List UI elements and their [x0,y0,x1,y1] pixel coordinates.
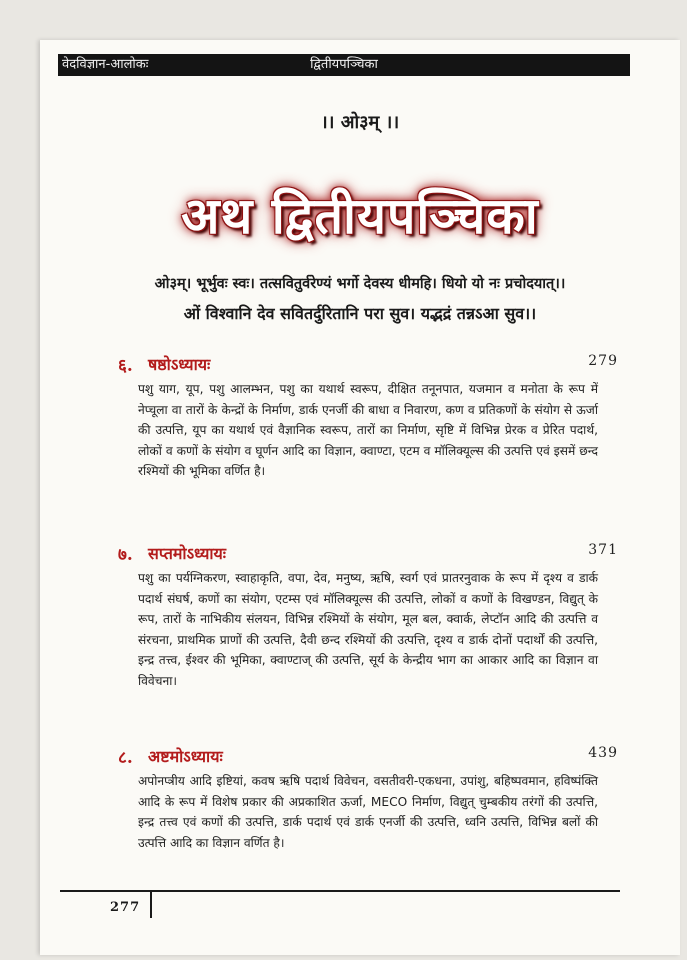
chapter-summary: पशु याग, यूप, पशु आलम्भन, पशु का यथार्थ स्वरूप, दीक्षित तनूनपात, यजमान व मनोता के रूप में नेप्चूला वा तारों के केन्द्रों के निर्माण, डार्क एनर्जी की बाधा व निवारण, कण व प्रतिकणों के संयोग से ऊर्जा की उत्पत्ति, यूप का यथार्थ एवं वैज्ञानिक स्वरूप, तारों का निर्माण, सृष्टि में विभिन्न प्रेरक व प्रेरित पदार्थ, लोकों व कणों के संयोग व घूर्णन आदि का विज्ञान, क्वाण्टा, एटम व मॉलिक्यूल्स की उत्पत्ति एवं इसमें छन्द रश्मियों की भूमिका वर्णित है। [138,382,598,478]
header-book-title: वेदविज्ञान-आलोकः [62,57,149,72]
chapter-heading [118,353,618,379]
book-page [40,40,680,955]
chapter-entry [118,353,618,482]
running-header [58,54,630,76]
chapter-number: ८. [118,748,133,768]
chapter-entry [118,745,618,853]
page-number: 277 [110,900,141,915]
chapter-title: अष्टमोऽध्यायः [148,747,223,766]
chapter-heading [118,745,618,771]
page-title: अथ द्वितीयपञ्चिका [181,187,539,245]
chapter-title: षष्ठोऽध्यायः [148,355,211,374]
chapter-title: सप्तमोऽध्यायः [148,544,227,563]
header-section-title: द्वितीयपञ्चिका [310,57,378,72]
footer-divider-tick [150,892,152,918]
chapter-summary: अपोनप्त्रीय आदि इष्टियां, कवष ऋषि पदार्थ विवेचन, वसतीवरी-एकधना, उपांशु, बहिष्पवमान, हविष्पंक्ति आदि के रूप में विशेष प्रकार की अप्रकाशित ऊर्जा, MECO निर्माण, विद्युत् चुम्बकीय तरंगों की उत्पत्ति, इन्द्र तत्त्व एवं कणों की उत्पत्ति, डार्क पदार्थ एवं डार्क एनर्जी की उत्पत्ति, ध्वनि उत्पत्ति, विभिन्न बलों की उत्पत्ति आदि का विज्ञान वर्णित है। [138,774,598,850]
chapter-entry [118,542,618,691]
chapter-summary: पशु का पर्यग्निकरण, स्वाहाकृति, वपा, देव, मनुष्य, ऋषि, स्वर्ग एवं प्रातरनुवाक के रूप में दृश्य व डार्क पदार्थ संघर्ष, कणों का संयोग, एटम्स एवं मॉलिक्यूल्स की उत्पत्ति, लोकों व कणों के विखण्डन, विद्युत् के रूप, तारों के नाभिकीय संलयन, विभिन्न रश्मियों के संयोग, मूल बल, क्वार्क, लेप्टॉन आदि की उत्पत्ति व संरचना, प्राथमिक प्राणों की उत्पत्ति, दैवी छन्द रश्मियों की उत्पत्ति, दृश्य व डार्क दोनों पदार्थों की उत्पत्ति, इन्द्र तत्त्व, ईश्वर की भूमिका, क्वाण्टाज् की उत्पत्ति, सूर्य के केन्द्रीय भाग का आकार आदि का विज्ञान वा विवेचना। [138,571,598,688]
chapter-number: ७. [118,545,133,565]
gayatri-mantra: ओ३म्। भूर्भुवः स्वः। तत्सवितुर्वरेण्यं भर्गो देवस्य धीमहि। धियो यो नः प्रचोदयात्।। [154,275,566,292]
chapter-heading [118,542,618,568]
chapter-page-number: 439 [588,745,618,761]
chapter-page-number: 371 [588,542,618,558]
vishwani-mantra: ओं विश्वानि देव सवितर्दुरितानि परा सुव। यद्भद्रं तन्नऽआ सुव।। [183,304,537,323]
chapter-page-number: 279 [588,353,618,369]
invocation: ।। ओ३म् ।। [320,112,400,133]
chapter-number: ६. [118,356,133,376]
footer-divider [60,890,620,892]
